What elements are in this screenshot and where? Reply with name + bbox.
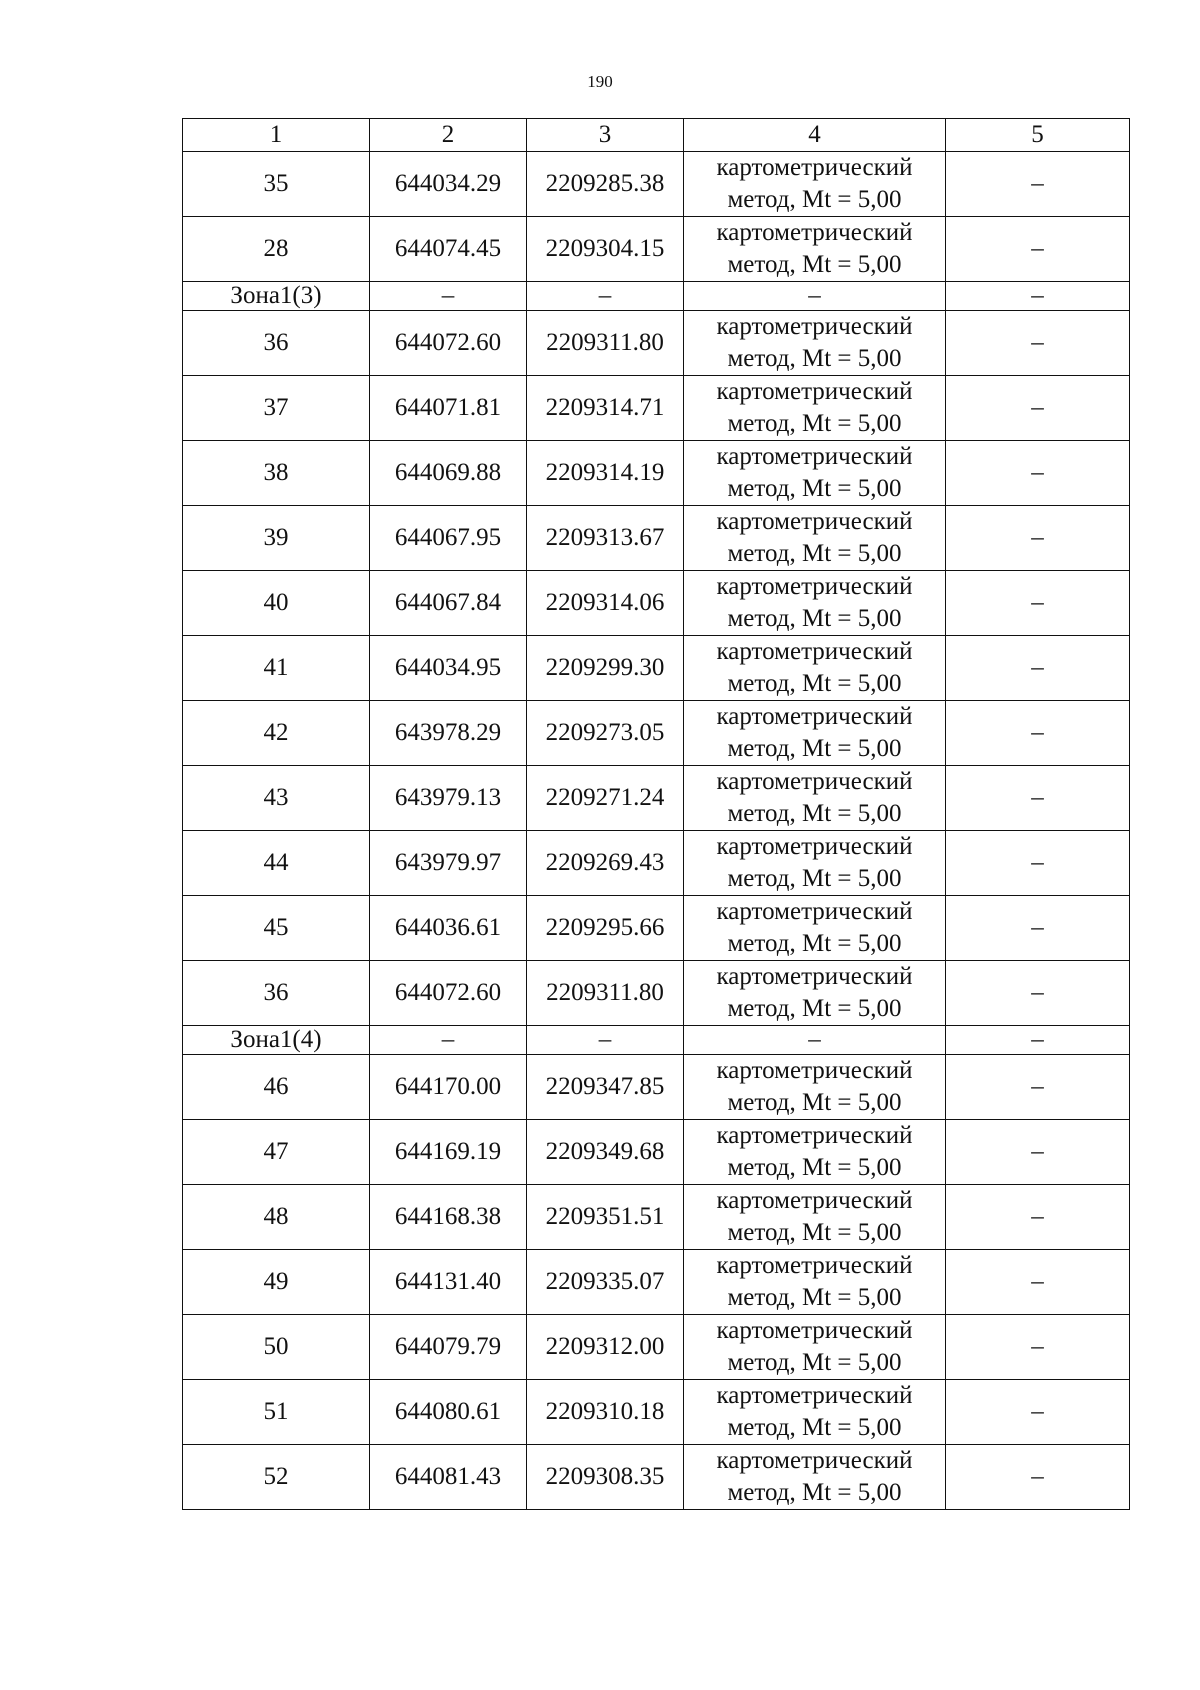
point-number: 46: [183, 1055, 370, 1120]
method-cell: [684, 1120, 946, 1185]
point-number: 37: [183, 376, 370, 441]
coordinate-y: 2209308.35: [527, 1445, 684, 1510]
table-row: [183, 1445, 1130, 1510]
note-cell: –: [946, 217, 1130, 282]
method-cell: [684, 571, 946, 636]
point-number: 43: [183, 766, 370, 831]
method-cell: [684, 1315, 946, 1380]
note-cell: –: [946, 152, 1130, 217]
method-cell: [684, 1185, 946, 1250]
table-row: [183, 896, 1130, 961]
table-row: [183, 1380, 1130, 1445]
zone-dash-col-3: –: [527, 282, 684, 311]
point-number: 36: [183, 311, 370, 376]
note-cell: –: [946, 1380, 1130, 1445]
table-row: [183, 506, 1130, 571]
note-cell: –: [946, 636, 1130, 701]
point-number: 35: [183, 152, 370, 217]
coordinate-y: 2209304.15: [527, 217, 684, 282]
zone-dash-col-5: –: [946, 282, 1130, 311]
method-cell: [684, 311, 946, 376]
table-row: [183, 1185, 1130, 1250]
method-cell: [684, 896, 946, 961]
coordinate-x: 643979.97: [370, 831, 527, 896]
method-line-2: метод, Mt = 5,00: [727, 251, 902, 278]
coordinate-y: 2209314.19: [527, 441, 684, 506]
coordinate-y: 2209312.00: [527, 1315, 684, 1380]
page-number: 190: [587, 72, 613, 91]
table-row: [183, 1250, 1130, 1315]
coordinate-y: 2209271.24: [527, 766, 684, 831]
method-line-2: метод, Mt = 5,00: [727, 475, 902, 502]
method-line-1: картометрический: [716, 219, 913, 246]
method-line-1: картометрический: [716, 508, 913, 535]
method-cell: [684, 766, 946, 831]
method-line-1: картометрический: [716, 573, 913, 600]
point-number: 47: [183, 1120, 370, 1185]
table-row: [183, 376, 1130, 441]
coordinates-table: [182, 118, 1130, 1510]
method-line-1: картометрический: [716, 833, 913, 860]
table-header: [183, 119, 1130, 152]
coordinate-y: 2209310.18: [527, 1380, 684, 1445]
table-row: [183, 1315, 1130, 1380]
header-col-3: 3: [527, 119, 684, 152]
coordinate-x: 644131.40: [370, 1250, 527, 1315]
point-number: 49: [183, 1250, 370, 1315]
table-row: [183, 311, 1130, 376]
method-line-1: картометрический: [716, 703, 913, 730]
method-line-1: картометрический: [716, 443, 913, 470]
method-line-1: картометрический: [716, 1382, 913, 1409]
method-line-2: метод, Mt = 5,00: [727, 865, 902, 892]
method-line-2: метод, Mt = 5,00: [727, 735, 902, 762]
point-number: 52: [183, 1445, 370, 1510]
method-line-2: метод, Mt = 5,00: [727, 1154, 902, 1181]
coordinate-x: 644067.84: [370, 571, 527, 636]
coordinate-y: 2209269.43: [527, 831, 684, 896]
table-row: [183, 636, 1130, 701]
coordinate-y: 2209347.85: [527, 1055, 684, 1120]
method-line-1: картометрический: [716, 1187, 913, 1214]
note-cell: –: [946, 1445, 1130, 1510]
method-cell: [684, 1380, 946, 1445]
zone-name: Зона1(4): [183, 1026, 370, 1055]
method-cell: [684, 441, 946, 506]
coordinate-y: 2209295.66: [527, 896, 684, 961]
coordinate-y: 2209285.38: [527, 152, 684, 217]
coordinate-y: 2209314.71: [527, 376, 684, 441]
method-cell: [684, 1055, 946, 1120]
zone-row: [183, 1026, 1130, 1055]
method-cell: [684, 636, 946, 701]
method-cell: [684, 701, 946, 766]
coordinate-y: 2209311.80: [527, 311, 684, 376]
coordinate-x: 644069.88: [370, 441, 527, 506]
method-line-1: картометрический: [716, 1252, 913, 1279]
coordinate-x: 644168.38: [370, 1185, 527, 1250]
note-cell: –: [946, 1315, 1130, 1380]
table-row: [183, 217, 1130, 282]
method-line-1: картометрический: [716, 963, 913, 990]
note-cell: –: [946, 311, 1130, 376]
coordinate-y: 2209311.80: [527, 961, 684, 1026]
method-line-1: картометрический: [716, 1447, 913, 1474]
method-line-2: метод, Mt = 5,00: [727, 670, 902, 697]
method-cell: [684, 217, 946, 282]
note-cell: –: [946, 506, 1130, 571]
point-number: 41: [183, 636, 370, 701]
coordinate-x: 644036.61: [370, 896, 527, 961]
coordinate-y: 2209299.30: [527, 636, 684, 701]
note-cell: –: [946, 766, 1130, 831]
method-cell: [684, 376, 946, 441]
method-line-2: метод, Mt = 5,00: [727, 186, 902, 213]
coordinate-x: 644170.00: [370, 1055, 527, 1120]
coordinate-y: 2209314.06: [527, 571, 684, 636]
note-cell: –: [946, 1185, 1130, 1250]
table-row: [183, 1120, 1130, 1185]
zone-dash-col-4: –: [684, 282, 946, 311]
point-number: 36: [183, 961, 370, 1026]
coordinate-x: 644074.45: [370, 217, 527, 282]
table-row: [183, 152, 1130, 217]
method-line-2: метод, Mt = 5,00: [727, 1414, 902, 1441]
header-col-2: 2: [370, 119, 527, 152]
method-line-2: метод, Mt = 5,00: [727, 345, 902, 372]
method-line-2: метод, Mt = 5,00: [727, 540, 902, 567]
note-cell: –: [946, 961, 1130, 1026]
table-row: [183, 1055, 1130, 1120]
table-row: [183, 441, 1130, 506]
coordinate-y: 2209335.07: [527, 1250, 684, 1315]
method-line-2: метод, Mt = 5,00: [727, 1284, 902, 1311]
zone-dash-col-5: –: [946, 1026, 1130, 1055]
method-line-2: метод, Mt = 5,00: [727, 930, 902, 957]
point-number: 51: [183, 1380, 370, 1445]
note-cell: –: [946, 831, 1130, 896]
coordinate-x: 644080.61: [370, 1380, 527, 1445]
header-row: [183, 119, 1130, 152]
note-cell: –: [946, 1055, 1130, 1120]
method-cell: [684, 152, 946, 217]
zone-row: [183, 282, 1130, 311]
method-line-2: метод, Mt = 5,00: [727, 1089, 902, 1116]
method-line-2: метод, Mt = 5,00: [727, 800, 902, 827]
table-row: [183, 766, 1130, 831]
method-line-2: метод, Mt = 5,00: [727, 410, 902, 437]
zone-dash-col-2: –: [370, 1026, 527, 1055]
method-cell: [684, 831, 946, 896]
point-number: 28: [183, 217, 370, 282]
method-line-1: картометрический: [716, 898, 913, 925]
method-line-1: картометрический: [716, 638, 913, 665]
coordinate-x: 644081.43: [370, 1445, 527, 1510]
coordinate-x: 644169.19: [370, 1120, 527, 1185]
table-row: [183, 571, 1130, 636]
coordinate-x: 644071.81: [370, 376, 527, 441]
coordinate-y: 2209351.51: [527, 1185, 684, 1250]
method-cell: [684, 1445, 946, 1510]
method-line-1: картометрический: [716, 313, 913, 340]
coordinate-x: 644034.95: [370, 636, 527, 701]
point-number: 44: [183, 831, 370, 896]
point-number: 42: [183, 701, 370, 766]
note-cell: –: [946, 376, 1130, 441]
method-line-2: метод, Mt = 5,00: [727, 605, 902, 632]
point-number: 45: [183, 896, 370, 961]
method-line-1: картометрический: [716, 378, 913, 405]
table-row: [183, 961, 1130, 1026]
method-cell: [684, 506, 946, 571]
note-cell: –: [946, 571, 1130, 636]
note-cell: –: [946, 896, 1130, 961]
header-col-5: 5: [946, 119, 1130, 152]
coordinate-x: 644079.79: [370, 1315, 527, 1380]
table-body: [183, 152, 1130, 1510]
coordinate-x: 643978.29: [370, 701, 527, 766]
coordinate-y: 2209349.68: [527, 1120, 684, 1185]
coordinate-x: 644034.29: [370, 152, 527, 217]
coordinate-y: 2209273.05: [527, 701, 684, 766]
method-line-1: картометрический: [716, 154, 913, 181]
header-col-1: 1: [183, 119, 370, 152]
coordinate-x: 644072.60: [370, 961, 527, 1026]
method-line-1: картометрический: [716, 1122, 913, 1149]
zone-dash-col-2: –: [370, 282, 527, 311]
zone-name: Зона1(3): [183, 282, 370, 311]
zone-dash-col-3: –: [527, 1026, 684, 1055]
coordinate-x: 644072.60: [370, 311, 527, 376]
note-cell: –: [946, 701, 1130, 766]
table-row: [183, 701, 1130, 766]
method-line-2: метод, Mt = 5,00: [727, 1349, 902, 1376]
header-col-4: 4: [684, 119, 946, 152]
point-number: 50: [183, 1315, 370, 1380]
coordinate-x: 643979.13: [370, 766, 527, 831]
method-line-2: метод, Mt = 5,00: [727, 995, 902, 1022]
method-cell: [684, 961, 946, 1026]
table-row: [183, 831, 1130, 896]
method-line-1: картометрический: [716, 768, 913, 795]
method-line-1: картометрический: [716, 1057, 913, 1084]
note-cell: –: [946, 1120, 1130, 1185]
point-number: 39: [183, 506, 370, 571]
method-line-2: метод, Mt = 5,00: [727, 1219, 902, 1246]
point-number: 48: [183, 1185, 370, 1250]
coordinate-x: 644067.95: [370, 506, 527, 571]
point-number: 38: [183, 441, 370, 506]
method-cell: [684, 1250, 946, 1315]
point-number: 40: [183, 571, 370, 636]
coordinate-y: 2209313.67: [527, 506, 684, 571]
zone-dash-col-4: –: [684, 1026, 946, 1055]
note-cell: –: [946, 1250, 1130, 1315]
method-line-2: метод, Mt = 5,00: [727, 1479, 902, 1506]
method-line-1: картометрический: [716, 1317, 913, 1344]
note-cell: –: [946, 441, 1130, 506]
